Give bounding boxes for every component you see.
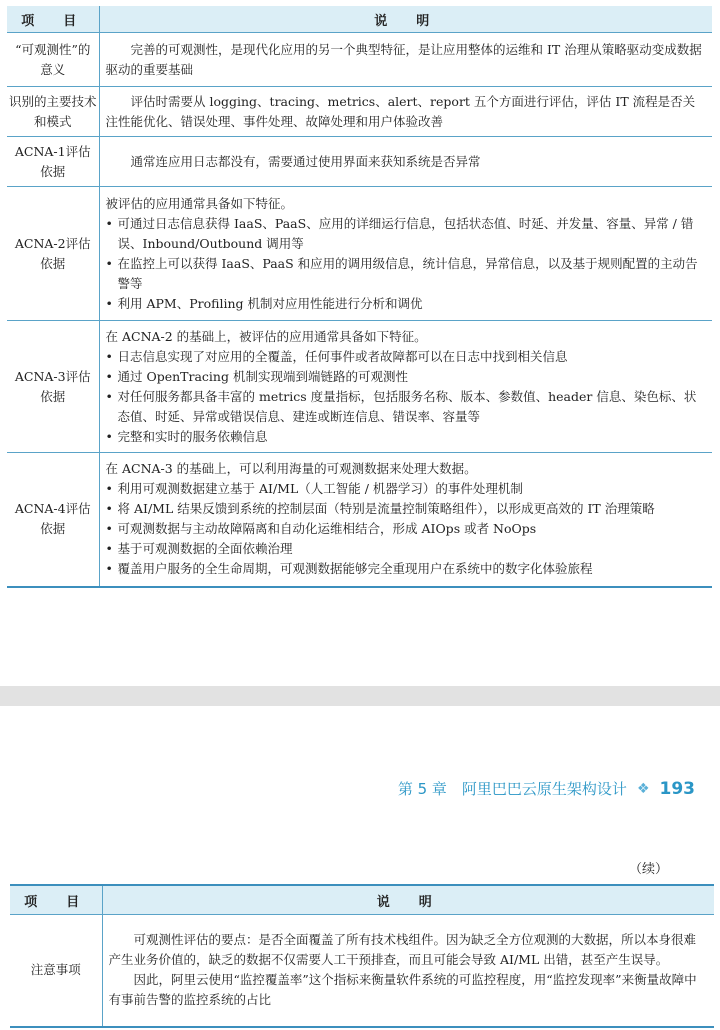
column-header-item: 项 目 [10, 885, 102, 915]
table-row [7, 321, 712, 453]
table-row [7, 137, 712, 187]
row-text: 通常连应用日志都没有，需要通过使用界面来获知系统是否异常 [99, 137, 712, 187]
column-header-item: 项 目 [7, 6, 99, 33]
row-item: ACNA-2评估依据 [7, 187, 99, 321]
continued-table [10, 884, 714, 1028]
paragraph: 可观测性评估的要点：是否全面覆盖了所有技术栈组件。因为缺乏全方位观测的大数据，所以本身很难产生业务价值的，缺乏的数据不仅需要人工干预排查，而且可能会导致 AI/ML 出错，甚至产生误导。 [108, 932, 697, 968]
row-item: ACNA-4评估依据 [7, 453, 99, 587]
list-item: • 在监控上可以获得 IaaS、PaaS 和应用的调用级信息，统计信息，异常信息，以及基于规则配置的主动告警等 [106, 254, 707, 294]
row-text: 完善的可观测性，是现代化应用的另一个典型特征，是让应用整体的运维和 IT 治理从策略驱动变成数据驱动的重要基础 [99, 33, 712, 87]
table-header-row [7, 6, 712, 33]
page-separator [0, 686, 720, 706]
running-header [398, 778, 695, 799]
row-content [99, 321, 712, 453]
bullet-list [106, 214, 707, 314]
list-item: • 通过 OpenTracing 机制实现端到端链路的可观测性 [106, 367, 707, 387]
continued-label: （续） [628, 862, 668, 877]
row-intro: 在 ACNA-3 的基础上，可以利用海量的可观测数据来处理大数据。 [105, 461, 477, 477]
row-item: ACNA-1评估依据 [7, 137, 99, 187]
table-row [7, 187, 712, 321]
row-intro: 在 ACNA-2 的基础上，被评估的应用通常具备如下特征。 [105, 328, 427, 344]
bullet-list [106, 347, 707, 447]
evaluation-table [7, 6, 712, 588]
list-item: • 日志信息实现了对应用的全覆盖，任何事件或者故障都可以在日志中找到相关信息 [106, 347, 707, 367]
list-item: • 完整和实时的服务依赖信息 [106, 427, 707, 447]
table-row [7, 33, 712, 87]
row-item: ACNA-3评估依据 [7, 321, 99, 453]
row-text: 评估时需要从 logging、tracing、metrics、alert、report 五个方面进行评估，评估 IT 流程是否关注性能优化、错误处理、事件处理、故障处理和用户体验改善 [99, 87, 712, 137]
list-item: • 将 AI/ML 结果反馈到系统的控制层面（特别是流量控制策略组件），以形成更高效的 IT 治理策略 [106, 499, 707, 519]
bullet-list [106, 479, 707, 579]
list-item: • 可通过日志信息获得 IaaS、PaaS、应用的详细运行信息，包括状态值、时延、并发量、容量、异常 / 错误、Inbound/Outbound 调用等 [106, 214, 707, 254]
page-number: 193 [659, 778, 695, 799]
row-content [102, 915, 714, 1027]
table-row [7, 453, 712, 587]
column-header-desc: 说 明 [99, 6, 712, 33]
list-item: • 覆盖用户服务的全生命周期，可观测数据能够完全重现用户在系统中的数字化体验旅程 [106, 559, 707, 579]
table-row [10, 915, 714, 1027]
chapter-title: 第 5 章 阿里巴巴云原生架构设计 [397, 780, 627, 798]
row-item: 注意事项 [10, 915, 102, 1027]
row-content [99, 453, 712, 587]
list-item: • 利用 APM、Profiling 机制对应用性能进行分析和调优 [106, 294, 707, 314]
list-item: • 可观测数据与主动故障隔离和自动化运维相结合，形成 AIOps 或者 NoOps [106, 519, 707, 539]
diamond-ornament-icon: ❖ [636, 780, 650, 797]
table-header-row [10, 885, 714, 915]
list-item: • 利用可观测数据建立基于 AI/ML（人工智能 / 机器学习）的事件处理机制 [106, 479, 707, 499]
list-item: • 对任何服务都具备丰富的 metrics 度量指标，包括服务名称、版本、参数值、header 信息、染色标、状态值、时延、异常或错误信息、建连或断连信息、错误率、容量等 [106, 387, 707, 427]
row-item: 识别的主要技术和模式 [7, 87, 99, 137]
row-item: “可观测性”的意义 [7, 33, 99, 87]
row-content [99, 187, 712, 321]
paragraph: 因此，阿里云使用“监控覆盖率”这个指标来衡量软件系统的可监控程度，用“监控发现率”来衡量故障中有事前告警的监控系统的占比 [108, 972, 697, 1008]
page-bottom [0, 706, 720, 1030]
table-row [7, 87, 712, 137]
list-item: • 基于可观测数据的全面依赖治理 [106, 539, 707, 559]
row-intro: 被评估的应用通常具备如下特征。 [105, 195, 294, 211]
column-header-desc: 说 明 [102, 885, 714, 915]
